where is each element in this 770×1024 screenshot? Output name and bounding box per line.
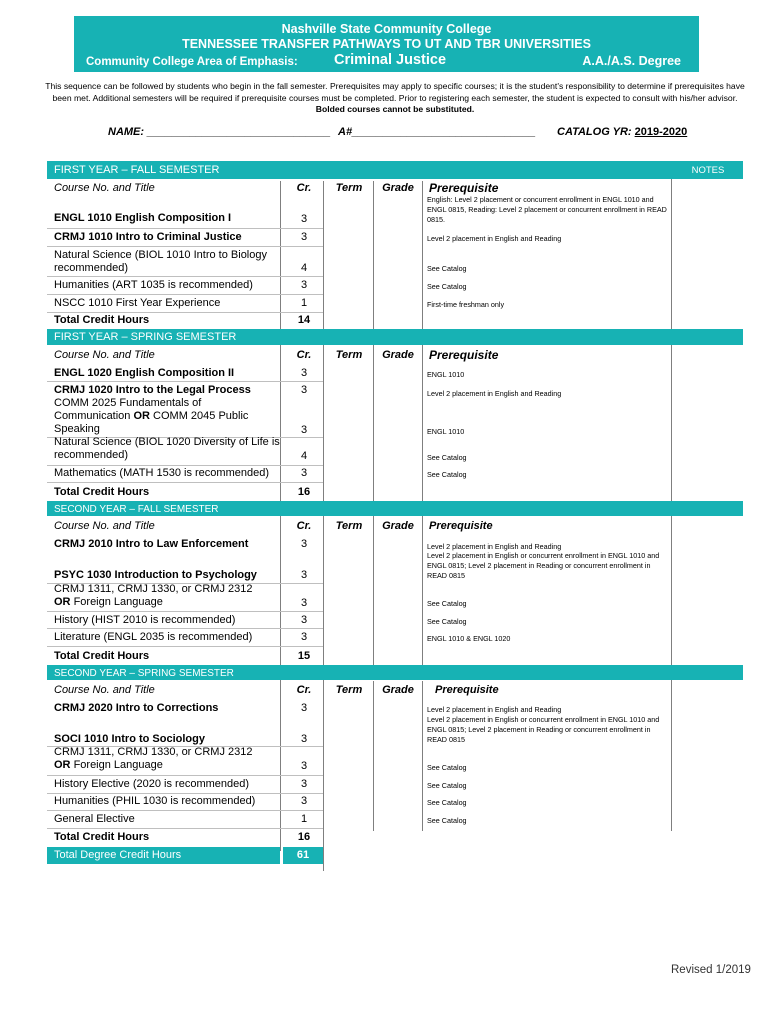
section-header-sy-fall	[47, 501, 743, 516]
course-prereq: See Catalog	[427, 798, 467, 807]
course-credits: 3	[300, 760, 308, 772]
column-divider	[373, 181, 374, 671]
total-credit-value: 16	[297, 486, 311, 498]
crmj-elective-line-2b: Foreign Language	[73, 759, 163, 771]
col-cr-header: Cr.	[296, 349, 312, 361]
section-title: SECOND YEAR – SPRING SEMESTER	[54, 668, 234, 679]
course-title: History Elective (2020 is recommended)	[54, 778, 250, 790]
degree-total-label-cell	[47, 847, 280, 864]
course-title: NSCC 1010 First Year Experience	[54, 297, 221, 309]
college-name: Nashville State Community College	[281, 22, 492, 36]
course-credits: 3	[300, 702, 308, 714]
course-credits: 4	[300, 450, 308, 462]
course-credits: 3	[300, 795, 308, 807]
course-prereq: Level 2 placement in English and Reading	[427, 542, 562, 551]
notes-header: NOTES	[691, 165, 725, 176]
or-keyword: OR	[133, 410, 150, 422]
row-divider	[47, 312, 323, 313]
col-cr-header: Cr.	[296, 182, 312, 194]
section-header-sy-spring	[47, 665, 743, 680]
course-title: CRMJ 1010 Intro to Criminal Justice	[54, 231, 242, 243]
or-keyword: OR	[54, 759, 71, 771]
total-credit-value: 14	[297, 314, 311, 326]
course-title: CRMJ 1020 Intro to the Legal Process	[54, 384, 251, 396]
course-title: PSYC 1030 Introduction to Psychology	[54, 569, 257, 581]
revision-date: Revised 1/2019	[671, 964, 751, 976]
course-credits: 3	[300, 569, 308, 581]
degree-total-value-cell	[283, 847, 323, 864]
column-divider	[422, 181, 423, 671]
degree-type: A.A./A.S. Degree	[582, 54, 681, 68]
col-prereq-header: Prerequisite	[429, 181, 499, 195]
course-prereq: See Catalog	[427, 599, 467, 608]
course-title: Humanities (ART 1035 is recommended)	[54, 279, 253, 291]
column-divider	[373, 681, 374, 831]
course-prereq: Level 2 placement in English and Reading	[427, 234, 562, 243]
course-title: Natural Science (BIOL 1020 Diversity of Life is recommended)	[54, 436, 280, 461]
row-divider	[47, 828, 323, 829]
crmj-elective-line-2	[54, 759, 280, 772]
comm-line-2a: Communication	[54, 410, 131, 422]
catalog-year-value: 2019-2020	[634, 126, 688, 138]
col-grade-header: Grade	[382, 349, 414, 361]
header-banner	[74, 16, 699, 72]
col-grade-header: Grade	[382, 684, 414, 696]
course-credits: 3	[300, 467, 308, 479]
row-divider	[47, 793, 323, 794]
course-title: Mathematics (MATH 1530 is recommended)	[54, 467, 269, 479]
crmj-elective-line-1: CRMJ 1311, CRMJ 1330, or CRMJ 2312	[54, 583, 253, 595]
col-term-header: Term	[335, 684, 363, 696]
col-prereq-header: Prerequisite	[429, 348, 499, 362]
section-header-fy-spring	[47, 329, 743, 345]
row-divider	[47, 465, 323, 466]
crmj-elective-line-2b: Foreign Language	[73, 596, 163, 608]
col-course-header: Course No. and Title	[54, 182, 155, 194]
section-title: FIRST YEAR – SPRING SEMESTER	[54, 331, 237, 343]
course-credits: 3	[300, 631, 308, 643]
total-credit-label: Total Credit Hours	[54, 486, 150, 498]
course-title: General Elective	[54, 813, 135, 825]
total-credit-label: Total Credit Hours	[54, 650, 150, 662]
or-keyword: OR	[54, 596, 71, 608]
row-divider	[47, 276, 323, 277]
comm-line-1: COMM 2025 Fundamentals of	[54, 397, 202, 409]
course-prereq: See Catalog	[427, 264, 467, 273]
crmj-elective-line-1: CRMJ 1311, CRMJ 1330, or CRMJ 2312	[54, 746, 253, 758]
a-number-field[interactable]: A#______________________________	[338, 126, 536, 138]
col-cr-header: Cr.	[296, 520, 312, 532]
row-divider	[47, 381, 323, 382]
course-title-crmj-elective	[54, 583, 280, 609]
section-header-fy-fall	[47, 161, 743, 179]
course-prereq: Level 2 placement in English and Reading	[427, 389, 562, 398]
course-title: Literature (ENGL 2035 is recommended)	[54, 631, 253, 643]
course-credits: 3	[300, 384, 308, 396]
course-title: CRMJ 2020 Intro to Corrections	[54, 702, 219, 714]
course-credits: 1	[300, 813, 308, 825]
course-title-comm	[54, 397, 280, 436]
course-credits: 3	[300, 614, 308, 626]
course-credits: 3	[300, 538, 308, 550]
course-prereq: Level 2 placement in English or concurrent enrollment in ENGL 1010 and ENGL 0815; Level 2 placement in Reading or concurrent enrollment in READ 0815	[427, 551, 660, 580]
col-grade-header: Grade	[382, 520, 414, 532]
course-credits: 1	[300, 297, 308, 309]
course-prereq: See Catalog	[427, 781, 467, 790]
row-divider	[47, 228, 323, 229]
course-prereq: See Catalog	[427, 763, 467, 772]
column-divider	[422, 681, 423, 831]
section-title: SECOND YEAR – FALL SEMESTER	[54, 504, 219, 515]
course-prereq: Level 2 placement in English or concurrent enrollment in ENGL 1010 and ENGL 0815; Level 2 placement in Reading or concurrent enrollment in READ 0815	[427, 715, 660, 744]
col-course-header: Course No. and Title	[54, 349, 155, 361]
course-title: Humanities (PHIL 1030 is recommended)	[54, 795, 256, 807]
col-prereq-header: Prerequisite	[435, 684, 499, 696]
course-prereq: See Catalog	[427, 470, 467, 479]
col-grade-header: Grade	[382, 182, 414, 194]
col-course-header: Course No. and Title	[54, 684, 155, 696]
course-prereq: See Catalog	[427, 453, 467, 462]
emphasis-label: Community College Area of Emphasis:	[86, 56, 298, 68]
total-credit-value: 15	[297, 650, 311, 662]
degree-total-value: 61	[296, 849, 310, 861]
degree-total-label: Total Degree Credit Hours	[54, 849, 182, 861]
total-credit-label: Total Credit Hours	[54, 831, 150, 843]
course-prereq: First-time freshman only	[427, 300, 505, 309]
crmj-elective-line-2	[54, 596, 280, 609]
course-prereq: English: Level 2 placement or concurrent enrollment in ENGL 1010 and ENGL 0815, Reading: Level 2 placement or concurrent enrollment in READ 0815.	[427, 195, 667, 224]
row-divider	[47, 628, 323, 629]
course-title: Natural Science (BIOL 1010 Intro to Biology recommended)	[54, 249, 267, 274]
course-prereq: ENGL 1010	[427, 370, 465, 379]
column-divider	[671, 161, 672, 831]
catalog-label: CATALOG YR:	[557, 126, 632, 138]
course-credits: 3	[300, 279, 308, 291]
row-divider	[47, 775, 323, 776]
course-prereq: ENGL 1010	[427, 427, 465, 436]
course-title-crmj-elective	[54, 746, 280, 772]
col-course-header: Course No. and Title	[54, 520, 155, 532]
col-term-header: Term	[335, 182, 363, 194]
row-divider	[47, 294, 323, 295]
program-name: Criminal Justice	[334, 52, 447, 68]
col-term-header: Term	[335, 349, 363, 361]
course-title: SOCI 1010 Intro to Sociology	[54, 733, 205, 745]
row-divider	[47, 810, 323, 811]
name-field[interactable]: NAME: ______________________________	[108, 126, 331, 138]
bold-note: Bolded courses cannot be substituted.	[315, 104, 475, 114]
course-title: CRMJ 2010 Intro to Law Enforcement	[54, 538, 249, 550]
course-prereq: Level 2 placement in English and Reading	[427, 705, 562, 714]
course-prereq: See Catalog	[427, 816, 467, 825]
course-credits: 3	[300, 424, 308, 436]
row-divider	[47, 611, 323, 612]
course-credits: 3	[300, 231, 308, 243]
section-title: FIRST YEAR – FALL SEMESTER	[54, 164, 220, 176]
course-prereq: See Catalog	[427, 282, 467, 291]
col-cr-header: Cr.	[296, 684, 312, 696]
course-credits: 3	[300, 733, 308, 745]
total-credit-value: 16	[297, 831, 311, 843]
course-title: History (HIST 2010 is recommended)	[54, 614, 236, 626]
row-divider	[47, 482, 323, 483]
catalog-year	[557, 126, 687, 138]
course-credits: 3	[300, 778, 308, 790]
comm-line-2	[54, 410, 280, 423]
comm-line-2b: COMM 2045 Public	[153, 410, 249, 422]
column-divider	[323, 181, 324, 871]
course-prereq: See Catalog	[427, 617, 467, 626]
intro-text: This sequence can be followed by students who begin in the fall semester. Prerequisites may apply to specific courses; it is the student's responsibility to determine if prerequisites have been met. Additional semesters will be required if prerequisite courses must be completed. Prior to registering each semester, the student is expected to consult with his/her advisor.	[45, 81, 745, 103]
course-credits: 3	[300, 213, 308, 225]
course-title: ENGL 1010 English Composition I	[54, 212, 232, 224]
column-divider	[280, 181, 281, 851]
course-credits: 3	[300, 597, 308, 609]
pathway-title: TENNESSEE TRANSFER PATHWAYS TO UT AND TBR UNIVERSITIES	[182, 37, 591, 51]
row-divider	[47, 246, 323, 247]
course-prereq: ENGL 1010 & ENGL 1020	[427, 634, 511, 643]
row-divider	[47, 646, 323, 647]
total-credit-label: Total Credit Hours	[54, 314, 150, 326]
course-credits: 4	[300, 262, 308, 274]
course-credits: 3	[300, 367, 308, 379]
col-prereq-header: Prerequisite	[429, 520, 493, 532]
course-title: ENGL 1020 English Composition II	[54, 367, 235, 379]
col-term-header: Term	[335, 520, 363, 532]
comm-line-3: Speaking	[54, 423, 100, 435]
